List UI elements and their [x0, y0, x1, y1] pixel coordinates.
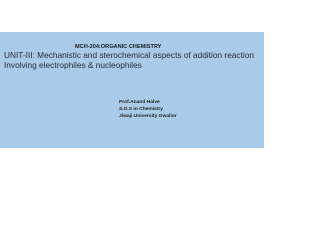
- author-block: [119, 99, 177, 120]
- unit-title-line-2: Involving electrophiles & nucleophiles: [4, 60, 142, 70]
- course-code: MCH-204:ORGANIC CHEMISTRY: [75, 44, 162, 50]
- unit-title: [4, 50, 260, 70]
- author-name: Prof.Anand Halve: [119, 100, 160, 105]
- author-department: S.O.S in Chemistry: [119, 107, 164, 112]
- unit-title-line-1: UNIT-III: Mechanistic and sterochemical aspects of addition reaction: [4, 50, 254, 60]
- author-university: Jiwaji University Gwalior: [119, 114, 177, 119]
